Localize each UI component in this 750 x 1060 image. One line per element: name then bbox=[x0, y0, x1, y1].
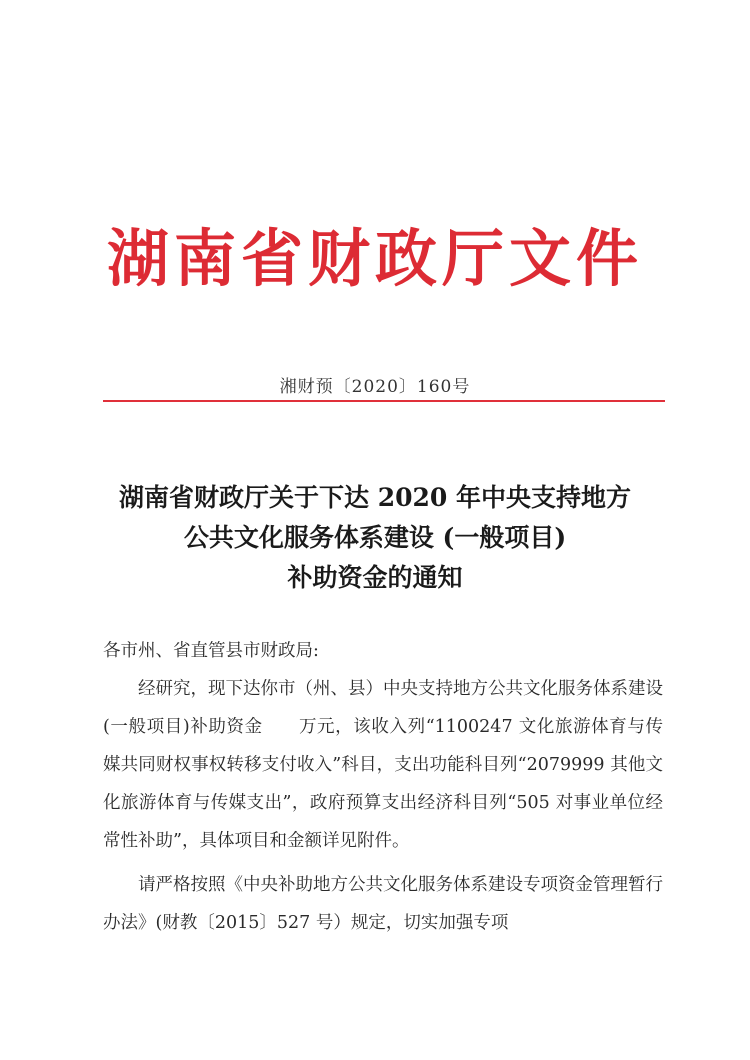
notice-title-line-3: 补助资金的通知 bbox=[287, 563, 463, 592]
body-paragraph-1: 经研究，现下达你市（州、县）中央支持地方公共文化服务体系建设(一般项目)补助资金 万元，该收入列“1100247 文化旅游体育与传媒共同财权事权转移支付收入”科目，支出功能科目列“2079999 其他文化旅游体育与传媒支出”，政府预算支出经济科目列“505 对事业单位经常性补助”，具体项目和金额详见附件。 bbox=[103, 679, 663, 851]
notice-title-line-1: 湖南省财政厅关于下达 2020 年中央支持地方 bbox=[119, 483, 631, 512]
red-divider-line bbox=[103, 400, 665, 402]
org-header-title: 湖南省财政厅文件 bbox=[106, 222, 643, 295]
document-number: 湘财预〔2020〕160号 bbox=[279, 377, 471, 397]
notice-title-line-2: 公共文化服务体系建设 (一般项目) bbox=[183, 523, 567, 552]
notice-title bbox=[60, 478, 690, 598]
body-paragraph-2: 请严格按照《中央补助地方公共文化服务体系建设专项资金管理暂行办法》(财教〔2015〕527 号）规定，切实加强专项 bbox=[103, 875, 663, 933]
notice-body bbox=[103, 632, 663, 942]
salutation: 各市州、省直管县市财政局: bbox=[103, 641, 319, 661]
